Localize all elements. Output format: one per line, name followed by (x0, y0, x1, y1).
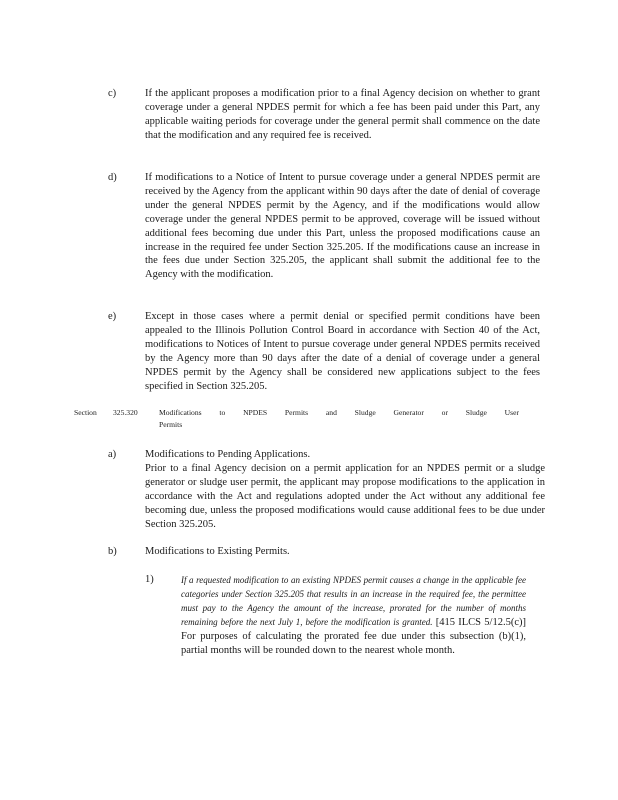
section-number: 325.320 (113, 408, 138, 417)
item-e-label: e) (108, 311, 117, 322)
subsection-a-heading: Modifications to Pending Applications. (145, 449, 311, 460)
subsection-b1-text: For purposes of calculating the prorated fee due under this subsection (b)(1), partial months will be rounded down to the nearest whole month. (181, 630, 526, 656)
item-d-text: If modifications to a Notice of Intent to pursue coverage under a general NPDES permit are received by the Agency from the applicant within 90 days after the date of denial of coverage under the general NPDES permit by the Agency, and if the modifications would allow coverage under the general NPDES permit to be approved, coverage will be issued without additional fees becoming due under this Part, unless the proposed modifications cause an increase in the required fee under Section 325.205. If the modifications cause an increase in the fees due under Section 325.205, the applicant shall submit the additional fee to the Agency with the modification. (145, 172, 540, 281)
statutory-quote: If a requested modification to an existing NPDES permit causes a change in the applicable fee categories under Section 325.205 that results in an increase in the required fee, the permittee must pay to the Agency the amount of the increase, prorated for the number of months remaining before the next July 1, before the modification is granted. (181, 575, 526, 627)
statute-citation: [415 ILCS 5/12.5(c)] (435, 616, 526, 628)
subsection-b1-label: 1) (145, 574, 154, 585)
section-title-line1: Modifications to NPDES Permits and Sludge Generator or Sludge User (159, 408, 519, 417)
subsection-a-label: a) (108, 449, 117, 460)
subsection-a-text: Prior to a final Agency decision on a permit application for an NPDES permit or a sludge generator or sludge user permit, the applicant may propose modifications to the application in accordance with the Act and regulations adopted under the Act without any additional fee becoming due, unless the proposed modifications would cause additional fees to be due under Section 325.205. (145, 463, 545, 530)
item-e-text: Except in those cases where a permit denial or specified permit conditions have been appealed to the Illinois Pollution Control Board in accordance with Section 40 of the Act, modifications to Notices of Intent to pursue coverage under general NPDES permits received by the Agency more than 90 days after the date of a denial of coverage under a general NPDES permit by the Agency shall be considered new applications subject to the fees specified in Section 325.205. (145, 311, 540, 392)
subsection-b-label: b) (108, 546, 117, 557)
item-d-label: d) (108, 172, 117, 183)
item-c-label: c) (108, 88, 117, 99)
section-word: Section (74, 408, 97, 417)
subsection-b1-body (181, 574, 526, 657)
subsection-b-heading: Modifications to Existing Permits. (145, 546, 290, 557)
item-c-text: If the applicant proposes a modification prior to a final Agency decision on whether to grant coverage under a general NPDES permit for which a fee has been paid under this Part, any applicable waiting periods for coverage under the general permit shall commence on the date that the modification and any required fee is received. (145, 88, 540, 141)
section-title-line2: Permits (159, 420, 183, 429)
